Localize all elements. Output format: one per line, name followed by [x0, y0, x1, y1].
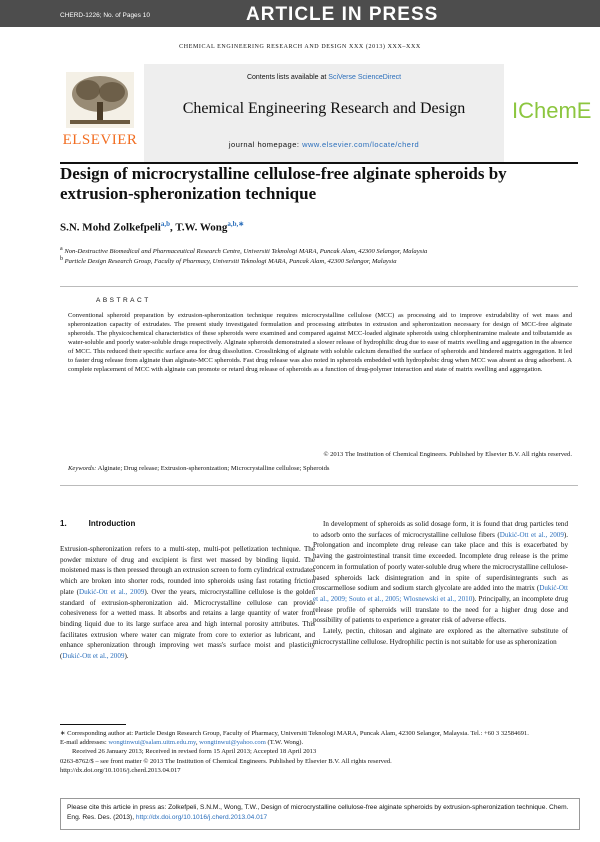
text-run: ). Over the years, microcrystalline cellulose is the golden standard of extrusion-spheronization aid. Microcrystalline cellulose can provide cohesiveness for a wetted mass. It absorbs and retains a large quantity of water from binding liquid due to its large surface area and high internal porosity attributes. This facilitates extrusion where water can migrate from core to exterior as lubricant, and enhance spheronization through improving wet mass's surface moist and plasticity ( [60, 587, 316, 661]
email-note [60, 738, 578, 747]
citation-link[interactable]: Dukić-Ott et al., 2009 [499, 530, 564, 539]
email-tail: (T.W. Wong). [265, 739, 304, 747]
text-run: ). [124, 652, 129, 661]
email-link[interactable]: wongtinwui@salam.uitm.edu.my [108, 739, 196, 747]
keywords-label: Keywords: [68, 465, 97, 472]
doi-line: http://dx.doi.org/10.1016/j.cherd.2013.04.017 [60, 766, 181, 774]
email-label: E-mail addresses: [60, 739, 109, 747]
text-run: In development of spheroids as solid dosage form, it is found that drug particles tend to adsorb onto the surfaces of microcrystalline cellulose fibers ( [313, 520, 568, 539]
abstract-heading: ABSTRACT [96, 297, 151, 304]
sciencedirect-link[interactable]: SciVerse ScienceDirect [328, 74, 402, 81]
received-dates: Received 26 January 2013; Received in revised form 15 April 2013; Accepted 18 April 2013 [72, 748, 317, 756]
journal-banner [144, 64, 504, 162]
footnotes [60, 729, 578, 775]
author-separator: , [170, 221, 176, 234]
manuscript-meta: CHERD-1226; No. of Pages 10 [60, 12, 150, 19]
homepage-link[interactable]: www.elsevier.com/locate/cherd [302, 140, 420, 149]
citation-link[interactable]: Dukić-Ott et al., 2009; Souto et al., 2005; Wlosnewski et al., 2010 [313, 584, 568, 603]
author-2: T.W. Wong [175, 221, 228, 234]
author-2-affil[interactable]: a,b,∗ [227, 220, 245, 228]
elsevier-tree-icon [66, 72, 134, 128]
right-column [313, 519, 568, 647]
affiliation-text: Particle Design Research Group, Faculty of Pharmacy, Universiti Teknologi MARA, Puncak Alam, 42300 Selangor, Malaysia [64, 258, 397, 266]
journal-homepage [144, 140, 504, 149]
homepage-prefix: journal homepage: [228, 140, 303, 149]
author-1: S.N. Mohd Zolkefpeli [60, 221, 161, 234]
journal-title: Chemical Engineering Research and Design [182, 100, 466, 117]
elsevier-logo [60, 72, 140, 154]
keywords-text: Alginate; Drug release; Extrusion-spheronization; Microcrystalline cellulose; Spheroids [96, 465, 330, 472]
contents-line [144, 74, 504, 81]
affiliation-text: Non-Destructive Biomedical and Pharmaceutical Research Centre, Universiti Teknologi MARA, Puncak Alam, 42300 Selangor, Malaysia [64, 248, 428, 256]
section-heading [60, 519, 135, 528]
article-in-press-banner: ARTICLE IN PRESS [246, 4, 439, 25]
abstract-box [60, 286, 578, 486]
keywords [68, 465, 329, 472]
left-column [60, 544, 315, 662]
affiliation-marker: a [60, 246, 63, 252]
affiliation-a [60, 246, 580, 255]
email-separator: , [195, 739, 200, 747]
corresponding-author-note: ∗ Corresponding author at: Particle Design Research Group, Faculty of Pharmacy, Universiti Teknologi MARA, Puncak Alam, 42300 Selangor, Malaysia. Tel.: +60 3 32584691. [60, 730, 529, 737]
icheme-logo: IChemE [512, 98, 592, 123]
citation-prefix: Please cite this article in press as: Zolkefpeli, S.N.M., Wong, T.W., Design of microcrystalline cellulose-free alginate spheroids by extrusion-spheronization technique. Chem. Eng. Res. Des. (2013), [67, 804, 569, 821]
text-run: ). Prolongation and incomplete drug release can take place and this is exacerbated by having the gastrointestinal transit time exceeded. Incomplete drug release is the prime concern in formulation of poorly water-soluble drug where the microcrystalline cellulose-based spheroids lack disintegration and in spite of superdisintegrants such as croscarmellose sodium and sodium starch glycolate are added into the matrix ( [313, 530, 569, 593]
journal-header [60, 64, 592, 162]
citation-link[interactable]: Dukić-Ott et al., 2009 [62, 652, 125, 661]
body-paragraph: Lately, pectin, chitosan and alginate are explored as the alternative substitute of microcrystalline cellulose. Hydrophilic pectin is not suitable for use as spheronization [313, 627, 568, 646]
citation-link[interactable]: Dukić-Ott et al., 2009 [79, 587, 145, 596]
citation-box [60, 798, 580, 830]
affiliation-b [60, 256, 580, 265]
article-title: Design of microcrystalline cellulose-free alginate spheroids by extrusion-spheronization technique [60, 164, 507, 203]
affiliation-marker: b [60, 256, 63, 262]
text-run: ). Principally, an incomplete drug release profile of spheroids will translate to the need for a higher drug dose and possibility of patients to experience a greater risk of adverse effects. [313, 594, 568, 625]
elsevier-wordmark: ELSEVIER [62, 132, 138, 148]
email-link[interactable]: wongtinwui@yahoo.com [199, 739, 266, 747]
section-number: 1. [60, 519, 67, 528]
abstract-text: Conventional spheroid preparation by extrusion-spheronization technique requires microcrystalline cellulose (MCC) as processing aid to improve extrudability of wet mass and spheronization capacity of extrudates. The present study investigated formulation and processing attributes in extrusion and spheronization necessary for design of MCC-free alginate spheroids. The physicochemical characteristics of these spheroids were examined and compared against MCC-loaded alginate spheroids using chlorpheniramine maleate and tolbutamide as water-soluble and poorly water-soluble drugs respectively. Alginate spheroids demonstrated a slower release of hydrophilic drug due to ease of matrix swelling and aggregation in the absence of MCC. This reduced their specific surface area for drug dissolution. Crosslinking of alginate with soluble calcium densified the surface of spheroids and hindered matrix aggregation. It led to faster drug release from alginate than alginate-MCC spheroids. Fast drug release was also noted in spheroids embedded with hydrophobic drug when MCC was absent as drug adsorbent. A complete replacement of MCC with alginate can promote or retard drug release of spheroids as a function of drug-polymer interaction and state of matrix swelling and aggregation. [68, 312, 572, 373]
body-paragraph [313, 519, 568, 626]
issn-line: 0263-8762/$ – see front matter © 2013 The Institution of Chemical Engineers. Published by Elsevier B.V. All rights reserved. [60, 757, 392, 765]
contents-prefix: Contents lists available at [246, 74, 329, 81]
footnote-rule [60, 724, 126, 725]
author-list [60, 220, 244, 234]
abstract-copyright: © 2013 The Institution of Chemical Engineers. Published by Elsevier B.V. All rights reserved. [323, 451, 572, 458]
running-journal-line: CHEMICAL ENGINEERING RESEARCH AND DESIGN XXX (2013) XXX–XXX [179, 44, 421, 50]
citation-text [67, 803, 573, 822]
article-in-press-bar [0, 0, 600, 27]
section-title: Introduction [88, 519, 136, 528]
text-run: Extrusion-spheronization refers to a multi-step, multi-pot pelletization technique. The powder mixture of drug and excipient is first wet massed by binding liquid. The moistened mass is then pressed through an extrusion screen to form cylindrical extrudates which are broken into shorter rods, rounded into spheroids using fast rotating friction plate ( [60, 545, 315, 596]
author-1-affil[interactable]: a,b [160, 220, 171, 228]
intro-paragraph [60, 544, 315, 662]
doi-link[interactable]: http://dx.doi.org/10.1016/j.cherd.2013.04.017 [135, 813, 268, 821]
